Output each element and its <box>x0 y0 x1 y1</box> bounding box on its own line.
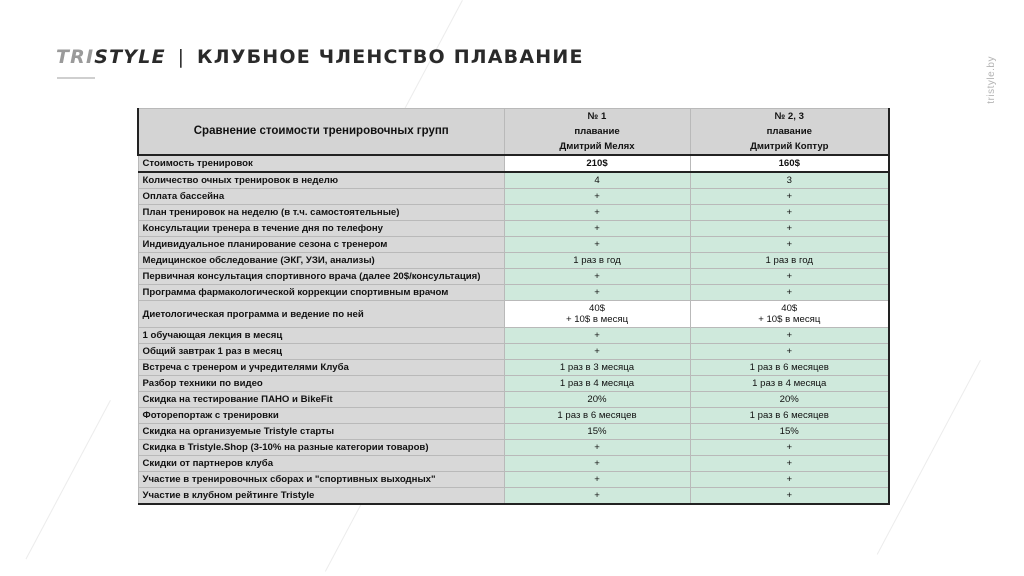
table-cell: 1 раз в 3 месяца <box>504 360 690 376</box>
table-row <box>138 488 889 505</box>
table-row <box>138 205 889 221</box>
column-header-line: плавание <box>766 126 812 137</box>
column-header-line: Дмитрий Коптур <box>750 141 829 152</box>
table-cell: 15% <box>504 424 690 440</box>
row-label: Индивидуальное планирование сезона с тренером <box>138 237 504 253</box>
table-cell: 1 раз в год <box>690 253 889 269</box>
table-cell: + <box>690 344 889 360</box>
table-cell: 15% <box>690 424 889 440</box>
table-cell: + <box>504 472 690 488</box>
row-label: Разбор техники по видео <box>138 376 504 392</box>
row-label: Участие в клубном рейтинге Tristyle <box>138 488 504 505</box>
price-cell: 160$ <box>690 155 889 172</box>
row-label: Медицинское обследование (ЭКГ, УЗИ, анализы) <box>138 253 504 269</box>
table-row <box>138 285 889 301</box>
row-label: 1 обучающая лекция в месяц <box>138 328 504 344</box>
row-label: Первичная консультация спортивного врача (далее 20$/консультация) <box>138 269 504 285</box>
table-cell: + <box>690 328 889 344</box>
price-cell: 210$ <box>504 155 690 172</box>
table-row <box>138 408 889 424</box>
decorative-line <box>25 400 110 559</box>
table-cell: 20% <box>504 392 690 408</box>
table-cell: + <box>690 221 889 237</box>
table-cell: + <box>690 189 889 205</box>
table-row <box>138 472 889 488</box>
column-header-line: плавание <box>574 126 620 137</box>
table-row <box>138 328 889 344</box>
row-label: Скидки от партнеров клуба <box>138 456 504 472</box>
row-label: Стоимость тренировок <box>138 155 504 172</box>
side-url: tristyle.by <box>986 56 997 104</box>
table-cell: 1 раз в 6 месяцев <box>690 360 889 376</box>
table-cell: 4 <box>504 172 690 189</box>
page-title <box>56 46 584 68</box>
table-cell: + <box>690 269 889 285</box>
table-cell <box>504 301 690 328</box>
table-cell: + <box>504 237 690 253</box>
row-label: Оплата бассейна <box>138 189 504 205</box>
title-underline <box>57 77 95 79</box>
table-cell: 20% <box>690 392 889 408</box>
row-label: Общий завтрак 1 раз в месяц <box>138 344 504 360</box>
table-cell: + <box>690 488 889 505</box>
column-header-group-2 <box>690 109 889 156</box>
table-cell: + <box>690 237 889 253</box>
table-row <box>138 424 889 440</box>
table-cell: + <box>504 456 690 472</box>
table-cell: + <box>504 488 690 505</box>
table-row <box>138 253 889 269</box>
table-row <box>138 344 889 360</box>
row-label: Программа фармакологической коррекции спортивным врачом <box>138 285 504 301</box>
table-cell: + <box>690 472 889 488</box>
row-label: Скидка на организуемые Tristyle старты <box>138 424 504 440</box>
cell-line: + 10$ в месяц <box>565 314 629 325</box>
column-header-group-1 <box>504 109 690 156</box>
table-row <box>138 172 889 189</box>
title-text: КЛУБНОЕ ЧЛЕНСТВО ПЛАВАНИЕ <box>197 46 584 68</box>
table-row <box>138 221 889 237</box>
comparison-table <box>137 108 890 505</box>
cell-line: + 10$ в месяц <box>758 314 821 325</box>
table-cell: + <box>504 269 690 285</box>
table-cell: 1 раз в 6 месяцев <box>504 408 690 424</box>
row-label: Количество очных тренировок в неделю <box>138 172 504 189</box>
table-row <box>138 269 889 285</box>
table-cell: 3 <box>690 172 889 189</box>
table-cell: + <box>504 440 690 456</box>
cell-line: 40$ <box>781 303 798 314</box>
table-cell: 1 раз в 4 месяца <box>690 376 889 392</box>
table-cell <box>690 301 889 328</box>
table-row <box>138 440 889 456</box>
row-label: Консультации тренера в течение дня по телефону <box>138 221 504 237</box>
table-row <box>138 237 889 253</box>
table-caption: Сравнение стоимости тренировочных групп <box>138 109 504 156</box>
table-row <box>138 189 889 205</box>
column-header-line: № 2, 3 <box>774 111 804 122</box>
table-cell: + <box>504 221 690 237</box>
row-label: Встреча с тренером и учредителями Клуба <box>138 360 504 376</box>
table-cell: 1 раз в 4 месяца <box>504 376 690 392</box>
decorative-line <box>877 360 981 555</box>
column-header-line: № 1 <box>587 111 607 122</box>
table-cell: + <box>690 440 889 456</box>
table-cell: + <box>690 456 889 472</box>
table-cell: 1 раз в год <box>504 253 690 269</box>
table-row <box>138 376 889 392</box>
table-cell: + <box>690 205 889 221</box>
table-row <box>138 392 889 408</box>
row-label: План тренировок на неделю (в т.ч. самостоятельные) <box>138 205 504 221</box>
column-header-line: Дмитрий Мелях <box>559 141 635 152</box>
diet-row <box>138 301 889 328</box>
brand-name-part2: STYLE <box>94 46 166 68</box>
row-label: Участие в тренировочных сборах и "спортивных выходных" <box>138 472 504 488</box>
row-label: Фоторепортаж с тренировки <box>138 408 504 424</box>
table-cell: + <box>690 285 889 301</box>
cell-line: 40$ <box>588 303 605 314</box>
row-label: Скидка в Tristyle.Shop (3-10% на разные категории товаров) <box>138 440 504 456</box>
table-row <box>138 456 889 472</box>
table-header-row <box>138 109 889 156</box>
table-cell: + <box>504 205 690 221</box>
table-cell: 1 раз в 6 месяцев <box>690 408 889 424</box>
table-cell: + <box>504 189 690 205</box>
row-label: Диетологическая программа и ведение по ней <box>138 301 504 328</box>
price-row <box>138 155 889 172</box>
table-row <box>138 360 889 376</box>
table-cell: + <box>504 344 690 360</box>
row-label: Скидка на тестирование ПАНО и BikeFit <box>138 392 504 408</box>
title-separator: | <box>177 46 186 68</box>
table-cell: + <box>504 328 690 344</box>
brand-name-part1: TRI <box>56 46 95 68</box>
table-cell: + <box>504 285 690 301</box>
